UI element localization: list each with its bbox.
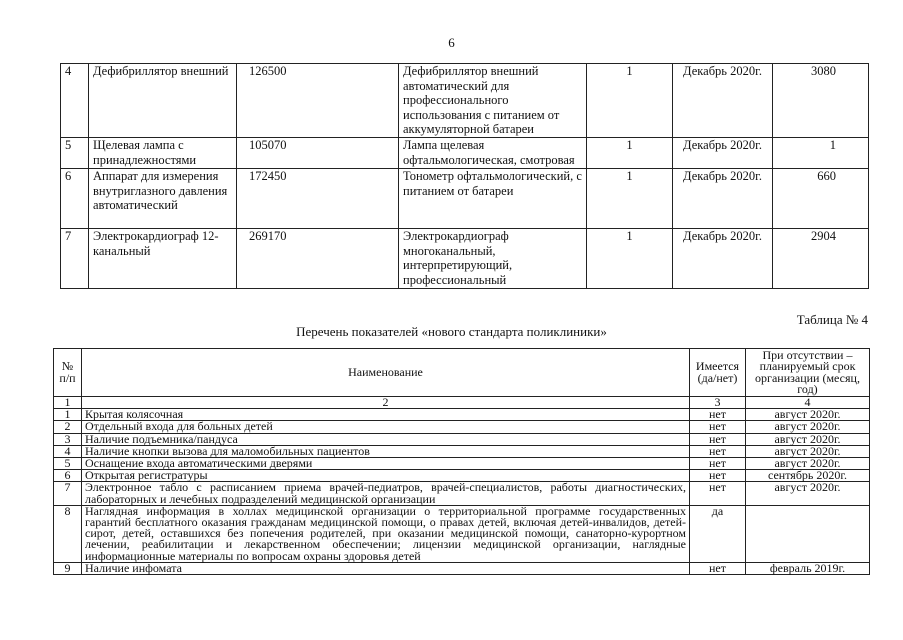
delivery-date: Декабрь 2020г.	[673, 229, 773, 289]
indicator-term: август 2020г.	[746, 433, 870, 445]
indicator-name: Наличие инфомата	[82, 562, 690, 574]
row-number: 6	[61, 169, 89, 229]
row-number: 3	[54, 433, 82, 445]
equipment-name: Дефибриллятор внешний	[89, 64, 237, 138]
equipment-code: 172450	[237, 169, 399, 229]
table-row	[61, 64, 869, 138]
indicator-available: да	[690, 505, 746, 562]
indicator-available: нет	[690, 445, 746, 457]
indicator-term: август 2020г.	[746, 445, 870, 457]
column-number: 3	[690, 397, 746, 409]
indicator-name: Крытая колясочная	[82, 409, 690, 421]
equipment-name: Щелевая лампа с принадлежностями	[89, 138, 237, 169]
indicator-available: нет	[690, 562, 746, 574]
indicator-name: Электронное табло с расписанием приема врачей-педиатров, врачей-специалистов, работы диагностических, лабораторных и лечебных подразделений медицинской организации	[82, 482, 690, 505]
header-number: № п/п	[54, 349, 82, 397]
equipment-name: Аппарат для измерения внутриглазного давления автоматический	[89, 169, 237, 229]
table-header-row	[54, 349, 870, 397]
indicator-term: август 2020г.	[746, 409, 870, 421]
equipment-code: 105070	[237, 138, 399, 169]
header-available: Имеется (да/нет)	[690, 349, 746, 397]
indicator-name: Наглядная информация в холлах медицинской организации о территориальной программе государственных гарантий бесплатного оказания гражданам медицинской помощи, о правах детей, включая детей-инвалидов, детей-сирот, детей, оставшихся без попечения родителей, при оказании медицинской помощи, санаторно-курортном лечении, реабилитации и лекарственном обеспечении; лицензии медицинской организации, наглядные информационные материалы по вопросам охраны здоровья детей	[82, 505, 690, 562]
row-number: 6	[54, 470, 82, 482]
equipment-price: 660	[773, 169, 869, 229]
equipment-description: Лампа щелевая офтальмологическая, смотровая	[399, 138, 587, 169]
delivery-date: Декабрь 2020г.	[673, 138, 773, 169]
indicator-name: Наличие кнопки вызова для маломобильных пациентов	[82, 445, 690, 457]
indicator-term	[746, 505, 870, 562]
indicator-name: Отдельный входа для больных детей	[82, 421, 690, 433]
indicator-term: август 2020г.	[746, 421, 870, 433]
row-number: 9	[54, 562, 82, 574]
equipment-code: 269170	[237, 229, 399, 289]
equipment-quantity: 1	[587, 169, 673, 229]
table-row	[61, 138, 869, 169]
table-row	[61, 229, 869, 289]
equipment-code: 126500	[237, 64, 399, 138]
indicator-name: Наличие подъемника/пандуса	[82, 433, 690, 445]
equipment-quantity: 1	[587, 64, 673, 138]
row-number: 5	[54, 458, 82, 470]
table-row	[54, 505, 870, 562]
column-number: 4	[746, 397, 870, 409]
row-number: 5	[61, 138, 89, 169]
row-number: 2	[54, 421, 82, 433]
row-number: 1	[54, 409, 82, 421]
indicator-available: нет	[690, 458, 746, 470]
column-number: 2	[82, 397, 690, 409]
indicator-available: нет	[690, 470, 746, 482]
header-name: Наименование	[82, 349, 690, 397]
table-row	[54, 482, 870, 505]
indicator-term: сентябрь 2020г.	[746, 470, 870, 482]
indicator-available: нет	[690, 409, 746, 421]
row-number: 7	[54, 482, 82, 505]
column-number: 1	[54, 397, 82, 409]
table-label: Таблица № 4	[796, 312, 868, 327]
equipment-table	[60, 63, 869, 289]
indicator-term: август 2020г.	[746, 482, 870, 505]
row-number: 4	[61, 64, 89, 138]
row-number: 4	[54, 445, 82, 457]
equipment-price: 3080	[773, 64, 869, 138]
indicator-name: Открытая регистратуры	[82, 470, 690, 482]
equipment-description: Дефибриллятор внешний автоматический для профессионального использования с питанием от аккумуляторной батареи	[399, 64, 587, 138]
row-number: 8	[54, 505, 82, 562]
equipment-quantity: 1	[587, 229, 673, 289]
indicator-name: Оснащение входа автоматическими дверями	[82, 458, 690, 470]
page-number: 6	[448, 35, 455, 50]
equipment-quantity: 1	[587, 138, 673, 169]
table-title: Перечень показателей «нового стандарта поликлиники»	[296, 324, 607, 339]
equipment-description: Тонометр офтальмологический, с питанием от батареи	[399, 169, 587, 229]
delivery-date: Декабрь 2020г.	[673, 64, 773, 138]
table-row	[61, 169, 869, 229]
equipment-description: Электрокардиограф многоканальный, интерпретирующий, профессиональный	[399, 229, 587, 289]
indicator-available: нет	[690, 421, 746, 433]
equipment-price: 2904	[773, 229, 869, 289]
indicator-available: нет	[690, 482, 746, 505]
equipment-price: 1	[773, 138, 869, 169]
indicator-available: нет	[690, 433, 746, 445]
header-term: При отсутствии – планируемый срок организации (месяц, год)	[746, 349, 870, 397]
delivery-date: Декабрь 2020г.	[673, 169, 773, 229]
row-number: 7	[61, 229, 89, 289]
table-row	[54, 562, 870, 574]
standard-indicators-table	[53, 348, 870, 575]
equipment-name: Электрокардиограф 12-канальный	[89, 229, 237, 289]
indicator-term: август 2020г.	[746, 458, 870, 470]
indicator-term: февраль 2019г.	[746, 562, 870, 574]
